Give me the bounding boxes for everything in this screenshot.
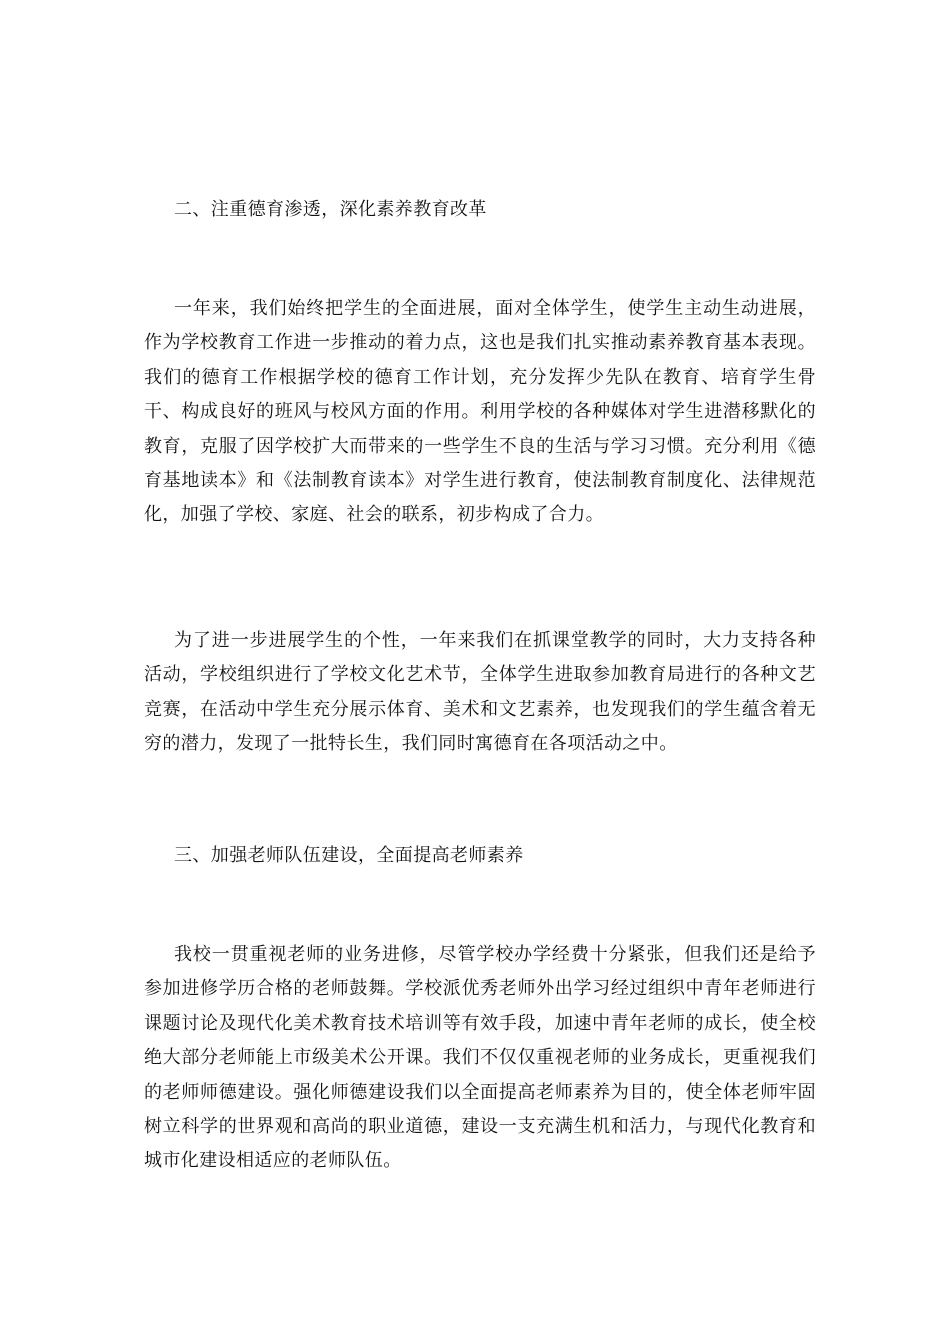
section-heading-teacher-development: 三、加强老师队伍建设，全面提高老师素养 bbox=[174, 845, 524, 866]
paragraph-moral-education: 一年来，我们始终把学生的全面进展，面对全体学生，使学生主动生动进展，作为学校教育工作进一步推动的着力点，这也是我们扎实推动素养教育基本表现。我们的德育工作根据学校的德育工作计划，充分发挥少先队在教育、培育学生骨干、构成良好的班风与校风方面的作用。利用学校的各种媒体对学生进潜移默化的教育，克服了因学校扩大而带来的一些学生不良的生活与学习习惯。充分利用《德育基地读本》和《法制教育读本》对学生进行教育，使法制教育制度化、法律规范化，加强了学校、家庭、社会的联系，初步构成了合力。 bbox=[144, 298, 816, 526]
paragraph-teacher-development: 我校一贯重视老师的业务进修，尽管学校办学经费十分紧张，但我们还是给予参加进修学历合格的老师鼓舞。学校派优秀老师外出学习经过组织中青年老师进行课题讨论及现代化美术教育技术培训等有效手段，加速中青年老师的成长，使全校绝大部分老师能上市级美术公开课。我们不仅仅重视老师的业务成长，更重视我们的老师师德建设。强化师德建设我们以全面提高老师素养为目的，使全体老师牢固树立科学的世界观和高尚的职业道德，建设一支充满生机和活力，与现代化教育和城市化建设相适应的老师队伍。 bbox=[144, 944, 816, 1172]
paragraph-student-activities: 为了进一步进展学生的个性，一年来我们在抓课堂教学的同时，大力支持各种活动，学校组织进行了学校文化艺术节，全体学生进取参加教育局进行的各种文艺竞赛，在活动中学生充分展示体育、美术和文艺素养，也发现我们的学生蕴含着无穷的潜力，发现了一批特长生，我们同时寓德育在各项活动之中。 bbox=[144, 630, 816, 755]
section-heading-moral-education: 二、注重德育渗透，深化素养教育改革 bbox=[174, 199, 487, 220]
